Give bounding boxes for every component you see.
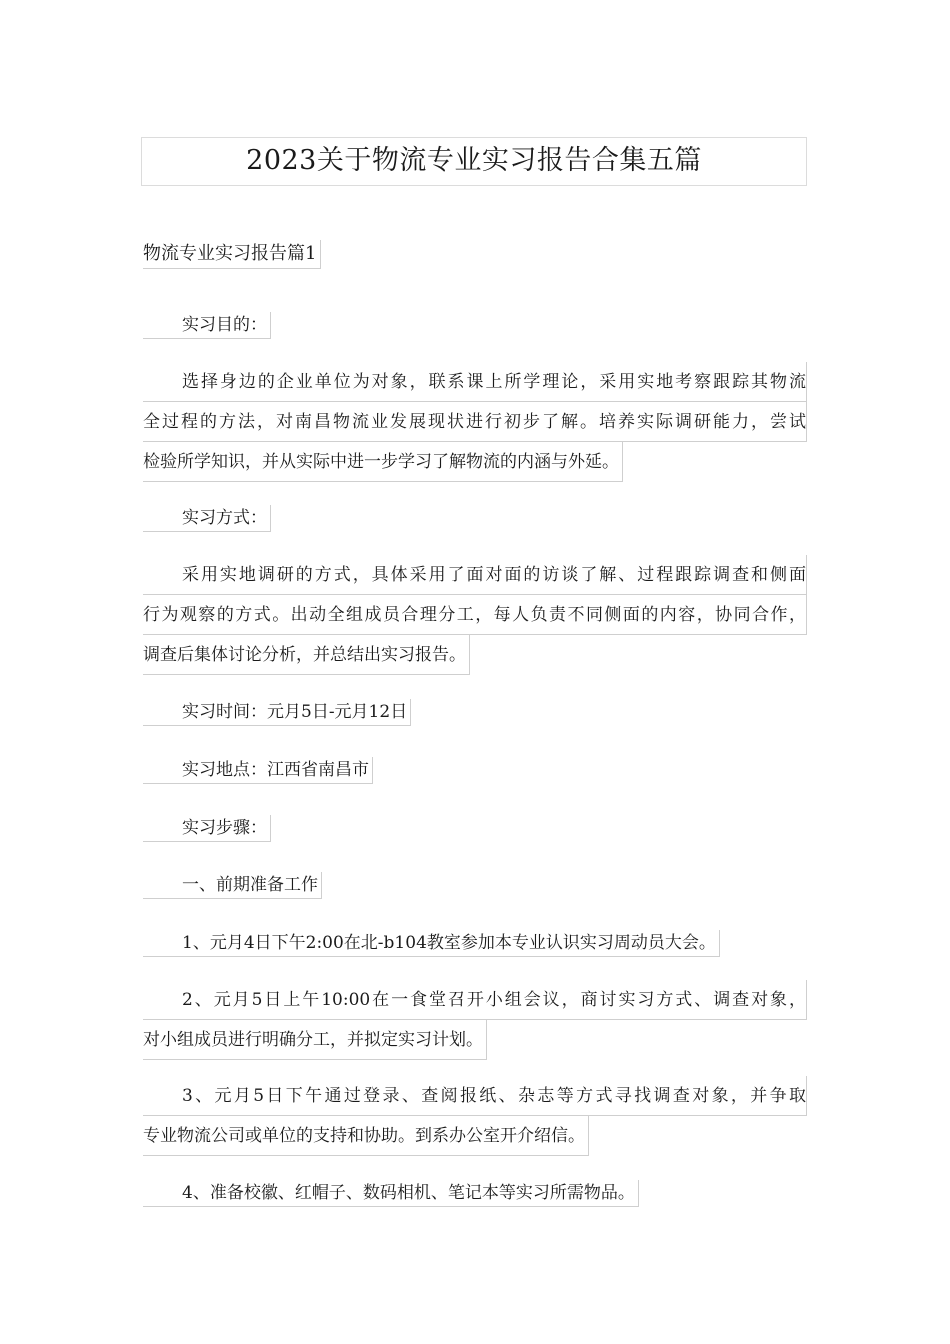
purpose-label: 实习目的： (143, 312, 271, 339)
purpose-paragraph (143, 362, 807, 482)
purpose-line-2: 全过程的方法，对南昌物流业发展现状进行初步了解。培养实际调研能力，尝试 (143, 402, 807, 442)
method-label: 实习方式： (143, 505, 271, 532)
step-2-line-1: 2、元月5日上午10:00在一食堂召开小组会议，商讨实习方式、调查对象， (143, 980, 807, 1020)
step-1: 1、元月4日下午2:00在北-b104教室参加本专业认识实习周动员大会。 (143, 930, 720, 957)
step-3-line-2: 专业物流公司或单位的支持和协助。到系办公室开介绍信。 (143, 1116, 589, 1156)
purpose-line-1: 选择身边的企业单位为对象，联系课上所学理论，采用实地考察跟踪其物流 (143, 362, 807, 402)
phase-one-heading: 一、前期准备工作 (143, 872, 322, 899)
step-2-paragraph (143, 980, 807, 1060)
method-line-1: 采用实地调研的方式，具体采用了面对面的访谈了解、过程跟踪调查和侧面 (143, 555, 807, 595)
method-paragraph (143, 555, 807, 675)
section-heading: 物流专业实习报告篇1 (143, 240, 321, 269)
step-3-line-1: 3、元月5日下午通过登录、查阅报纸、杂志等方式寻找调查对象，并争取 (143, 1076, 807, 1116)
method-line-2: 行为观察的方式。出动全组成员合理分工，每人负责不同侧面的内容，协同合作， (143, 595, 807, 635)
step-2-line-2: 对小组成员进行明确分工，并拟定实习计划。 (143, 1020, 487, 1060)
step-4: 4、准备校徽、红帽子、数码相机、笔记本等实习所需物品。 (143, 1180, 639, 1207)
steps-label: 实习步骤： (143, 815, 271, 842)
purpose-line-3: 检验所学知识，并从实际中进一步学习了解物流的内涵与外延。 (143, 442, 623, 482)
step-3-paragraph (143, 1076, 807, 1156)
method-line-3: 调查后集体讨论分析，并总结出实习报告。 (143, 635, 470, 675)
document-title: 2023关于物流专业实习报告合集五篇 (141, 137, 807, 186)
place-line: 实习地点：江西省南昌市 (143, 757, 373, 784)
time-line: 实习时间：元月5日-元月12日 (143, 699, 411, 726)
